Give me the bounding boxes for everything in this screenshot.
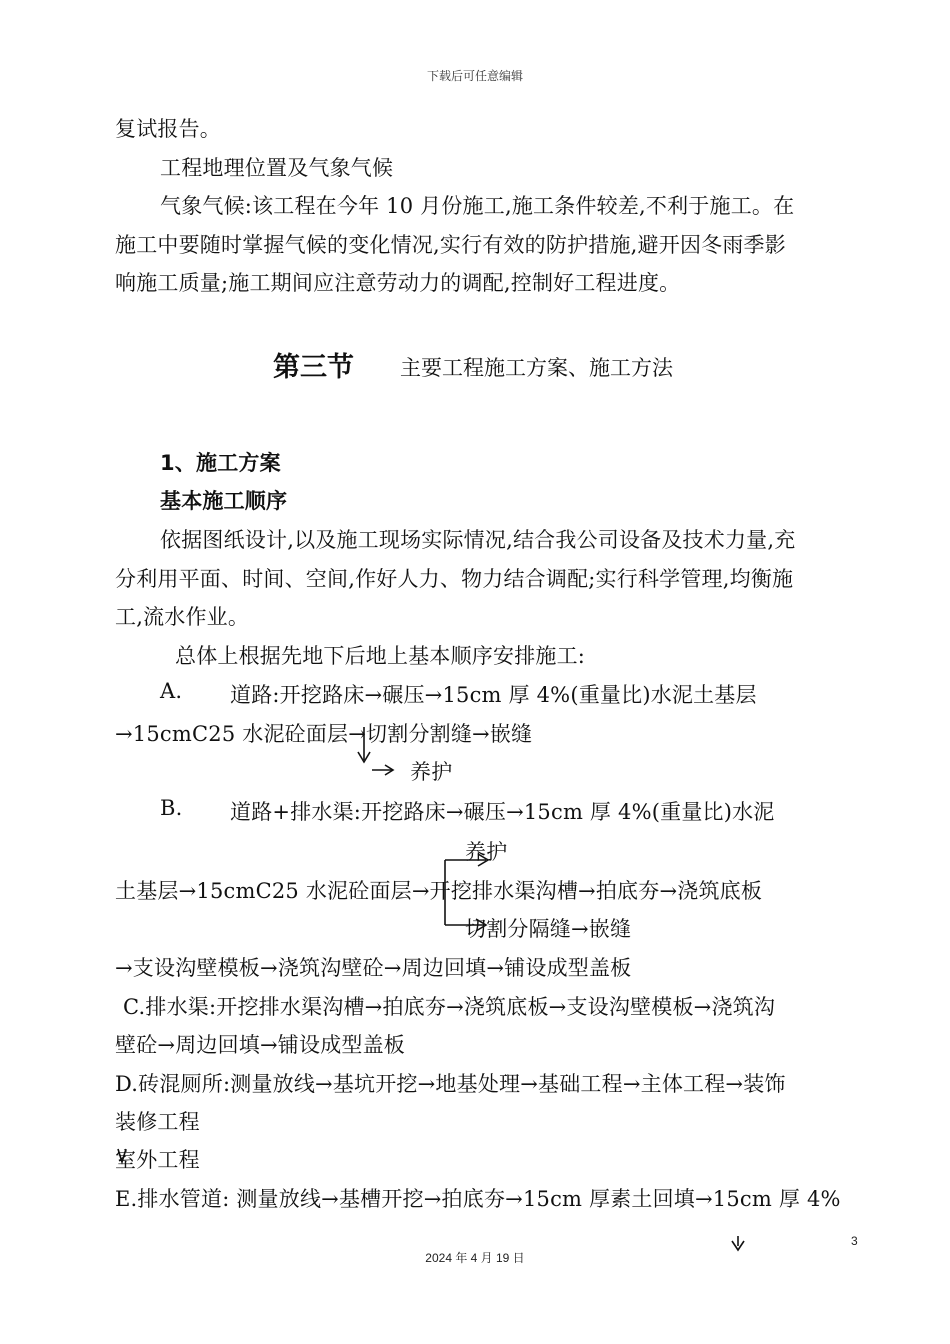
item-c-line: 壁砼→周边回填→铺设成型盖板 — [115, 1033, 405, 1057]
item-d-line: D.砖混厕所:测量放线→基坑开挖→地基处理→基础工程→主体工程→装饰 — [115, 1072, 786, 1096]
paragraph-line: 气象气候:该工程在今年 10 月份施工,施工条件较差,不利于施工。在 — [160, 194, 795, 218]
footer-date: 2024 年 4 月 19 日 — [425, 1251, 525, 1265]
branch-arrow-b — [445, 854, 488, 931]
heading-2: 基本施工顺序 — [160, 489, 288, 513]
item-b-line: 道路+排水渠:开挖路床→碾压→15cm 厚 4%(重量比)水泥 — [230, 800, 775, 824]
item-c-line: C.排水渠:开挖排水渠沟槽→拍底夯→浇筑底板→支设沟壁模板→浇筑沟 — [123, 995, 776, 1019]
page-number: 3 — [851, 1234, 858, 1248]
item-b-label: B. — [160, 796, 183, 820]
page-header: 下载后可任意编辑 — [426, 69, 523, 83]
item-b-line: →支设沟壁模板→浇筑沟壁砼→周边回填→铺设成型盖板 — [115, 956, 632, 980]
paragraph-line: 依据图纸设计,以及施工现场实际情况,结合我公司设备及技术力量,充 — [160, 528, 796, 552]
paragraph-line: 分利用平面、时间、空间,作好人力、物力结合调配;实行科学管理,均衡施 — [115, 567, 794, 591]
item-a-label: A. — [160, 679, 183, 703]
heading-1: 1、施工方案 — [160, 451, 281, 475]
item-b-branch-up: 养护 — [465, 840, 508, 864]
item-d-line: 室外工程 — [115, 1148, 200, 1172]
branch-arrow-a — [358, 727, 393, 775]
item-a-branch: 养护 — [410, 760, 453, 784]
section-number: 第三节 — [273, 352, 354, 383]
item-b-branch-down: 切割分隔缝→嵌缝 — [465, 917, 632, 941]
section-title: 主要工程施工方案、施工方法 — [400, 356, 673, 380]
paragraph-line: 响施工质量;施工期间应注意劳动力的调配,控制好工程进度。 — [115, 271, 681, 295]
paragraph-line: 施工中要随时掌握气候的变化情况,实行有效的防护措施,避开因冬雨季影 — [115, 233, 786, 257]
paragraph-line: 总体上根据先地下后地上基本顺序安排施工: — [175, 644, 586, 668]
paragraph-line: 工,流水作业。 — [115, 605, 250, 629]
item-d-line: 装修工程 — [115, 1110, 200, 1134]
item-a-line: →15cmC25 水泥砼面层→切割分割缝→嵌缝 — [115, 722, 533, 746]
branch-arrow-d — [118, 1149, 126, 1162]
continuation-arrow — [732, 1236, 744, 1250]
paragraph-line: 复试报告。 — [115, 117, 221, 141]
item-b-line: 土基层→15cmC25 水泥砼面层→开挖排水渠沟槽→拍底夯→浇筑底板 — [115, 879, 763, 903]
subheading: 工程地理位置及气象气候 — [160, 156, 394, 180]
item-a-line: 道路:开挖路床→碾压→15cm 厚 4%(重量比)水泥土基层 — [230, 683, 757, 707]
item-e-line: E.排水管道: 测量放线→基槽开挖→拍底夯→15cm 厚素土回填→15cm 厚 4% — [115, 1187, 841, 1211]
